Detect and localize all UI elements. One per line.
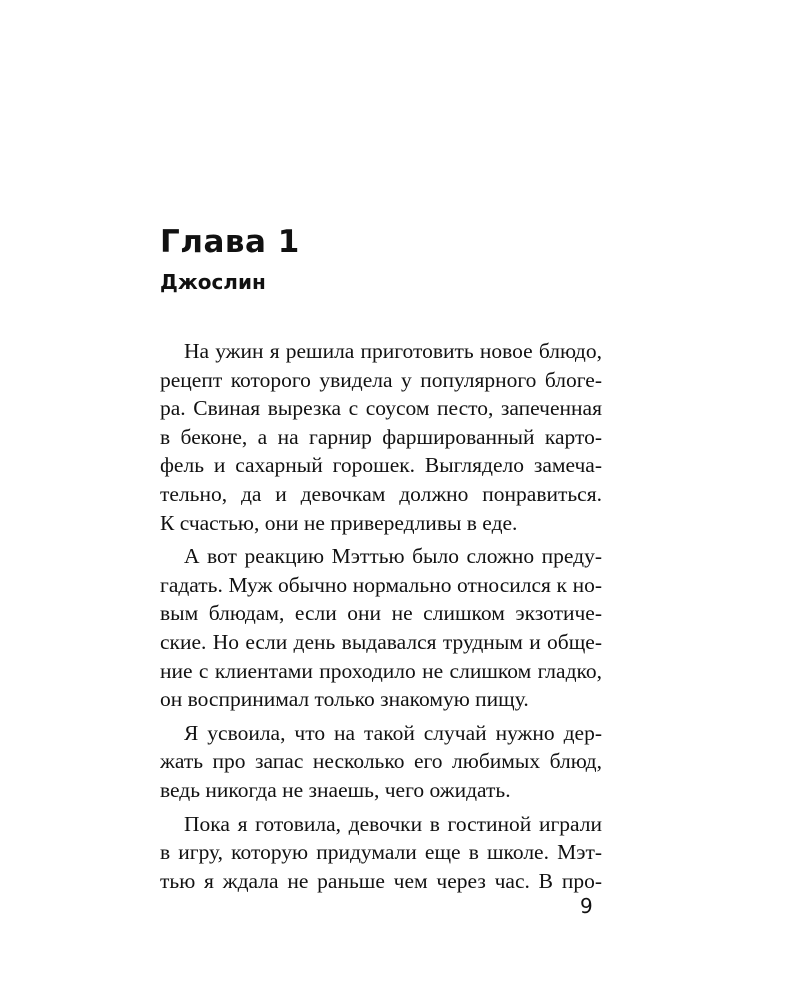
text-line: Я усвоила, что на такой случай нужно дер- xyxy=(184,720,602,745)
text-line: ние с клиентами проходило не слишком гладко, xyxy=(160,658,602,683)
text-line: он воспринимал только знакомую пищу. xyxy=(160,687,529,712)
text-line: На ужин я решила приготовить новое блюдо, xyxy=(184,339,602,363)
text-line: гадать. Муж обычно нормально относился к но- xyxy=(160,572,602,597)
body-text xyxy=(160,337,602,900)
text-line: Пока я готовила, девочки в гостиной играли xyxy=(184,811,602,836)
text-line: ра. Свиная вырезка с соусом песто, запеченная xyxy=(160,396,602,421)
text-line: ские. Но если день выдавался трудным и обще- xyxy=(160,629,602,654)
paragraph xyxy=(160,719,602,805)
paragraph xyxy=(160,810,602,896)
text-line: фель и сахарный горошек. Выглядело замеча- xyxy=(160,453,602,478)
text-line: в беконе, а на гарнир фаршированный карто- xyxy=(160,424,602,449)
text-line: жать про запас несколько его любимых блюд, xyxy=(160,749,602,774)
paragraph xyxy=(160,337,602,537)
text-line: рецепт которого увидела у популярного блоге- xyxy=(160,367,602,392)
text-line: ведь никогда не знаешь, чего ожидать. xyxy=(160,777,511,802)
chapter-subtitle: Джослин xyxy=(160,270,266,294)
text-line: А вот реакцию Мэттью было сложно преду- xyxy=(184,544,602,569)
page-number: 9 xyxy=(580,894,593,918)
text-line: тельно, да и девочкам должно понравиться. xyxy=(160,481,602,506)
chapter-title: Глава 1 xyxy=(160,224,300,260)
text-line: в игру, которую придумали еще в школе. Мэт- xyxy=(160,840,602,865)
paragraph xyxy=(160,542,602,714)
text-line: тью я ждала не раньше чем через час. В про- xyxy=(160,868,602,893)
text-line: вым блюдам, если они не слишком экзотиче- xyxy=(160,601,602,626)
text-line: К счастью, они не привередливы в еде. xyxy=(160,510,518,535)
